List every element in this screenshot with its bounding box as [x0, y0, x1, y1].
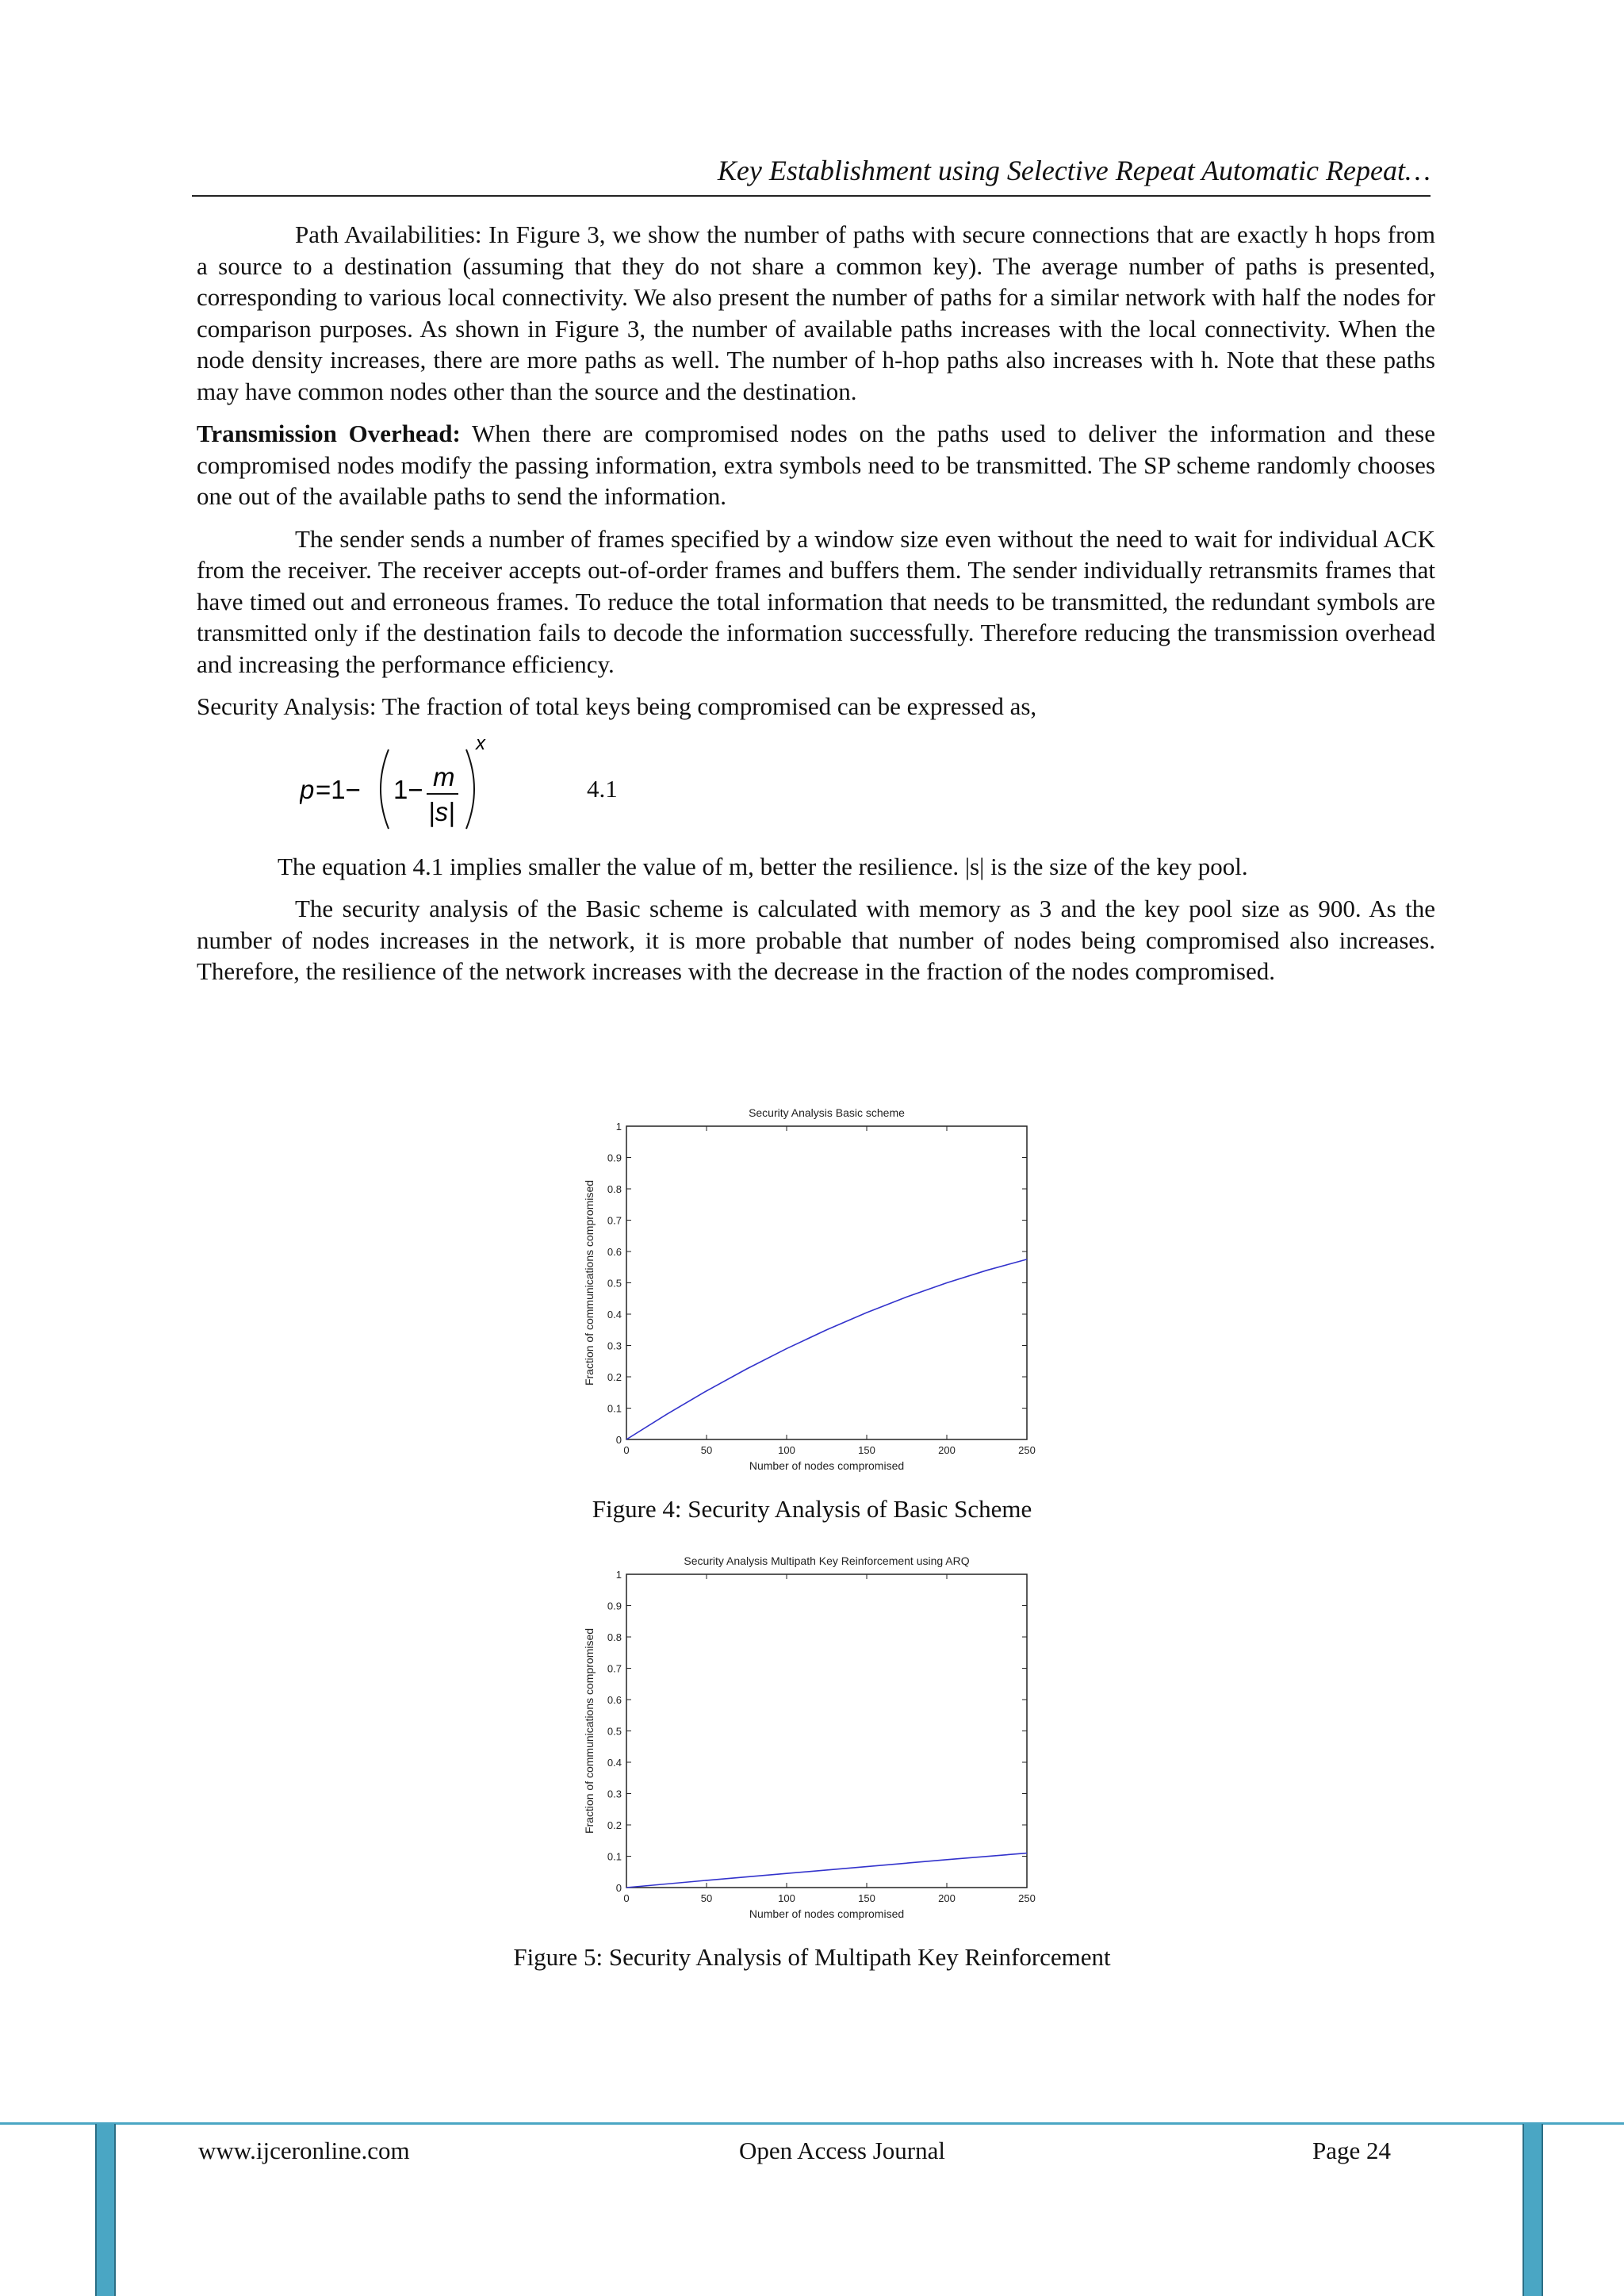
y-tick-label: 0.4	[607, 1757, 622, 1769]
equation-4-1	[197, 734, 1435, 845]
chart-multipath	[555, 1543, 1063, 1923]
x-axis-label: Number of nodes compromised	[749, 1459, 905, 1472]
caption-figure-4: Figure 4: Security Analysis of Basic Scheme	[592, 1495, 1032, 1523]
footer-rule	[0, 2122, 1624, 2125]
footer-journal: Open Access Journal	[739, 2137, 945, 2164]
article-body	[197, 219, 1435, 999]
paragraph-basic-scheme: The security analysis of the Basic scheme is calculated with memory as 3 and the key pool size as 900. As the number of nodes increases in the network, it is more probable that number of nodes being compromised also increases. Therefore, the resilience of the network increases with the decrease in the fraction of the nodes compromised.	[197, 895, 1435, 985]
x-tick-label: 150	[858, 1444, 875, 1456]
x-tick-label: 200	[938, 1444, 956, 1456]
eq-numerator: m	[433, 761, 455, 792]
y-tick-label: 0.1	[607, 1402, 622, 1415]
header-title: Key Establishment using Selective Repeat Automatic Repeat…	[717, 155, 1431, 186]
paragraph-path-availabilities: Path Availabilities: In Figure 3, we show the number of paths with secure connections that are exactly h hops from a source to a destination (assuming that they do not share a common key). The average number of paths is presented, corresponding to various local connectivity. We also present the number of paths for a similar network with half the nodes for comparison purposes. As shown in Figure 3, the number of available paths increases with the local connectivity. When the node density increases, there are more paths as well. The number of h-hop paths also increases with h. Note that these paths may have common nodes other than the source and the destination.	[197, 220, 1435, 405]
chart-basic-scheme	[555, 1094, 1063, 1475]
eq-equals-one-minus: =1−	[316, 774, 361, 804]
y-tick-label: 0	[615, 1434, 622, 1446]
x-tick-label: 150	[858, 1892, 875, 1904]
y-tick-label: 1	[615, 1121, 622, 1133]
eq-inner-one-minus: 1−	[393, 774, 423, 804]
y-tick-label: 0	[615, 1882, 622, 1894]
y-tick-label: 0.2	[607, 1819, 622, 1831]
x-tick-label: 100	[778, 1444, 795, 1456]
paragraph-sender: The sender sends a number of frames specified by a window size even without the need to wait for individual ACK from the receiver. The receiver accepts out-of-order frames and buffers them. The sender individually retransmits frames that have timed out and erroneous frames. To reduce the total information that needs to be transmitted, the redundant symbols are transmitted only if the destination fails to decode the information successfully. Therefore reducing the transmission overhead and increasing the performance efficiency.	[197, 524, 1435, 678]
y-tick-label: 0.1	[607, 1850, 622, 1863]
x-axis-label: Number of nodes compromised	[749, 1907, 905, 1920]
eq-exponent: x	[476, 733, 485, 754]
y-axis-label: Fraction of communications compromised	[583, 1627, 596, 1834]
y-tick-label: 0.3	[607, 1340, 622, 1352]
plot-frame	[626, 1574, 1027, 1888]
y-tick-label: 0.4	[607, 1309, 622, 1320]
chart-title: Security Analysis Multipath Key Reinforcement using ARQ	[684, 1554, 970, 1567]
y-tick-label: 0.6	[607, 1694, 622, 1706]
y-axis-label: Fraction of communications compromised	[583, 1179, 596, 1386]
y-tick-label: 0.5	[607, 1725, 622, 1738]
x-tick-label: 50	[700, 1892, 713, 1904]
footer-bar-right	[1522, 2124, 1543, 2296]
plot-frame	[626, 1126, 1027, 1439]
x-tick-label: 50	[700, 1444, 713, 1456]
eq-right-paren	[466, 749, 474, 829]
x-tick-label: 0	[623, 1892, 630, 1904]
chart-title: Security Analysis Basic scheme	[749, 1106, 905, 1119]
y-tick-label: 0.7	[607, 1214, 622, 1227]
eq-denominator: |s|	[428, 796, 455, 826]
y-tick-label: 0.8	[607, 1631, 622, 1643]
y-tick-label: 0.9	[607, 1600, 622, 1612]
equation-number: 4.1	[587, 774, 618, 803]
x-tick-label: 250	[1018, 1892, 1036, 1904]
paragraph-equation-implication: The equation 4.1 implies smaller the value of m, better the resilience. |s| is the size of the key pool.	[278, 852, 1248, 880]
y-tick-label: 0.6	[607, 1246, 622, 1258]
y-tick-label: 1	[615, 1569, 622, 1581]
eq-p: p	[300, 774, 315, 804]
paragraph-transmission-overhead	[197, 418, 1435, 512]
x-tick-label: 100	[778, 1892, 795, 1904]
y-tick-label: 0.7	[607, 1662, 622, 1675]
footer-website: www.ijceronline.com	[198, 2137, 410, 2164]
x-tick-label: 250	[1018, 1444, 1036, 1456]
transmission-overhead-heading: Transmission Overhead:	[197, 420, 461, 447]
eq-left-paren	[381, 749, 389, 829]
caption-figure-5: Figure 5: Security Analysis of Multipath Key Reinforcement	[513, 1943, 1111, 1971]
equation-formula	[300, 734, 538, 845]
running-header	[192, 151, 1431, 197]
footer-bar-left	[95, 2124, 116, 2296]
footer-page: Page 24	[1312, 2137, 1392, 2164]
x-tick-label: 0	[623, 1444, 630, 1456]
y-tick-label: 0.3	[607, 1788, 622, 1800]
y-tick-label: 0.8	[607, 1183, 622, 1195]
x-tick-label: 200	[938, 1892, 956, 1904]
paragraph-security-analysis: Security Analysis: The fraction of total keys being compromised can be expressed as,	[197, 692, 1037, 720]
transmission-overhead-text: When there are compromised nodes on the paths used to deliver the information and these compromised nodes modify the passing information, extra symbols need to be transmitted. The SP scheme randomly chooses one out of the available paths to send the information.	[197, 420, 1435, 510]
y-tick-label: 0.9	[607, 1152, 622, 1164]
y-tick-label: 0.2	[607, 1371, 622, 1383]
y-tick-label: 0.5	[607, 1277, 622, 1290]
